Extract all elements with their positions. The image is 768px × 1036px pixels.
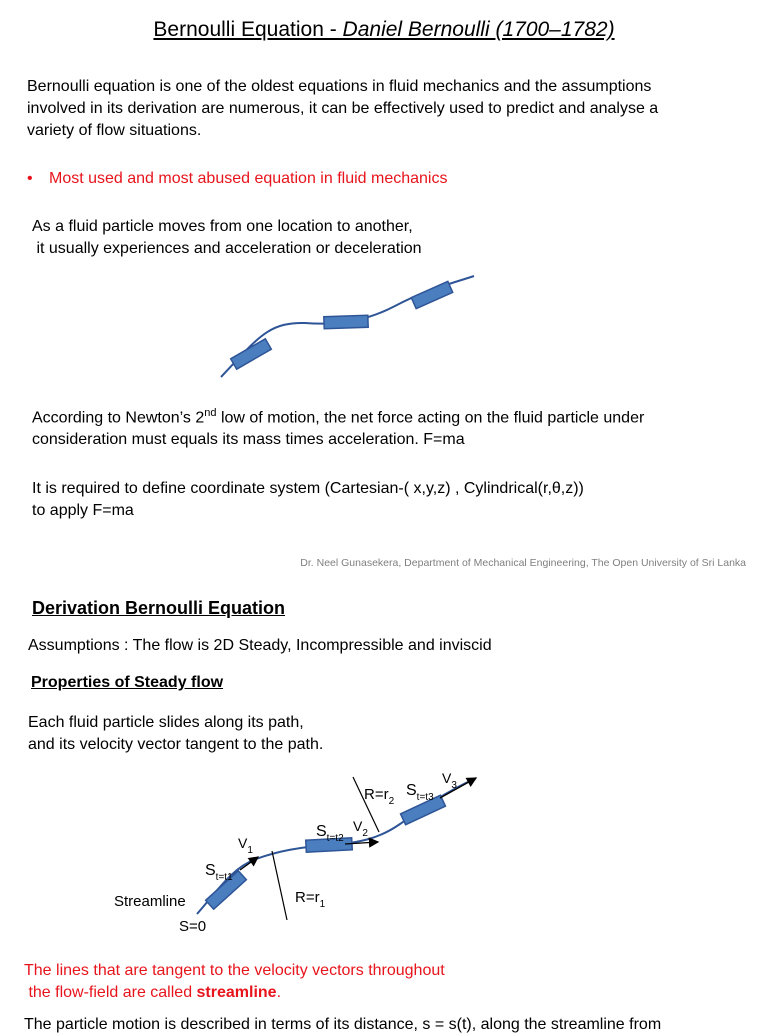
steady-flow-subheading: Properties of Steady flow (31, 674, 224, 691)
velocity-vector-1 (240, 857, 258, 870)
key-bullet: • Most used and most abused equation in fluid mechanics (27, 168, 447, 190)
r1-label: $R=r_1$ (295, 889, 326, 910)
s-t1-label: $S_{t=t1}$ (205, 862, 233, 883)
s-zero-label: S=0 (179, 918, 207, 935)
author-footer: Dr. Neel Gunasekera, Department of Mechanical Engineering, The Open University of Sri Lanka (300, 557, 746, 569)
r2-label: $R=r_2$ (364, 786, 395, 807)
particle-paragraph: As a fluid particle moves from one location to another, it usually experiences and acceleration or deceleration (32, 218, 422, 257)
streamline-definition: The lines that are tangent to the velocity vectors throughout the flow-field are called streamline. (24, 962, 445, 1001)
s-t3-label: $S_{t=t3}$ (406, 782, 434, 803)
s-t2-label: $S_{t=t2}$ (316, 823, 344, 844)
intro-line-3: variety of flow situations. (27, 122, 202, 139)
bullet-icon: • (27, 170, 33, 187)
intro-line-1: Bernoulli equation is one of the oldest equations in fluid mechanics and the assumptions (27, 78, 652, 95)
coordinate-paragraph: It is required to define coordinate system (Cartesian-( x,y,z) , Cylindrical(r,θ,z)) to apply F=ma (32, 480, 584, 519)
streamline-label: Streamline (114, 893, 186, 910)
slide-title: Bernoulli Equation - Daniel Bernoulli (1700–1782) (153, 18, 615, 41)
radius-line-1 (272, 851, 287, 920)
newton-paragraph: According to Newton’s 2nd low of motion, the net force acting on the fluid particle under consideration must equals its mass times acceleration. F=ma (32, 407, 645, 449)
v3-label: $V_3$ (442, 770, 457, 791)
path-paragraph: Each fluid particle slides along its path, and its velocity vector tangent to the path. (28, 714, 324, 753)
intro-line-2: involved in its derivation are numerous, it can be effectively used to predict and analyse a (27, 100, 659, 117)
derivation-heading: Derivation Bernoulli Equation (32, 598, 286, 618)
v2-label: $V_2$ (353, 818, 368, 839)
assumptions-text: Assumptions : The flow is 2D Steady, Incompressible and inviscid (28, 637, 492, 654)
v1-label: $V_1$ (238, 835, 253, 856)
particle-motion-text: The particle motion is described in terms of its distance, s = s(t), along the streamline from (24, 1016, 662, 1033)
